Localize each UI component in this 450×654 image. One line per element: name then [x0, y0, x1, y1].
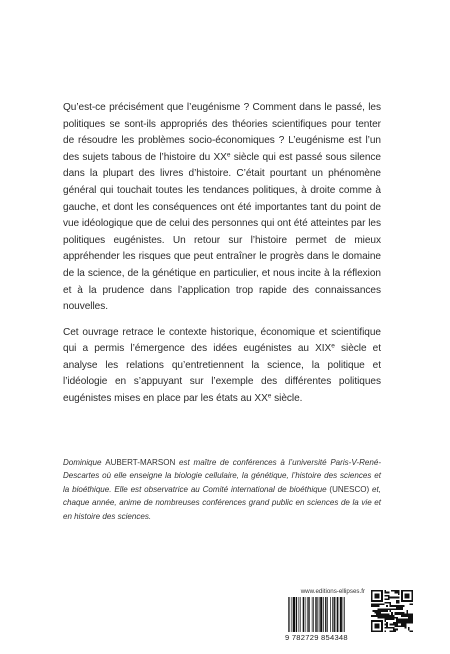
- publisher-website: www.editions-ellipses.fr: [300, 588, 365, 595]
- qr-code: [371, 590, 413, 632]
- isbn-digits: 9 782729 854348: [285, 633, 348, 642]
- blurb-paragraph-1: Qu’est-ce précisément que l’eugénisme ? Comment dans le passé, les politiques se sont-ils appropriés des théories scientifiques pour tenter de résoudre les problèmes socio-économiques ? L’eugénisme est l’un des sujets tabous de l’histoire du XXe siècle qui est passé sous silence dans la plupart des livres d’histoire. C’était pourtant un phénomène général qui touchait toutes les tendances politiques, à droite comme à gauche, et dont les conséquences ont été importantes tant du point de vue idéologique que de celui des personnes qui ont été atteintes par les politiques eugénistes. Un retour sur l’histoire permet de mieux appréhender les risques que peut entraîner le progrès dans le domaine de la science, de la génétique en particulier, et nous incite à la réflexion et à la prudence dans l’application trop rapide des connaissances nouvelles.: [63, 102, 381, 313]
- blurb-paragraph-2: Cet ouvrage retrace le contexte historique, économique et scientifique qui a permis l’émergence des idées eugénistes au XIXe siècle et analyse les relations qu’entretiennent la science, la politique et l’idéologie en s’appuyant sur l’exemple des différentes politiques eugénistes mises en place par les états au XXe siècle.: [63, 326, 381, 404]
- author-bio: Dominique AUBERT-MARSON est maître de conférences à l’université Paris-V-René-Descartes où elle enseigne la biologie cellulaire, la génétique, l’histoire des sciences et la bioéthique. Elle est observatrice au Comité international de bioéthique (UNESCO) et, chaque année, anime de nombreuses conférences grand public en sciences de la vie et en histoire des sciences.: [63, 458, 381, 521]
- cover-blurb: [63, 100, 381, 416]
- isbn-barcode: [288, 597, 365, 632]
